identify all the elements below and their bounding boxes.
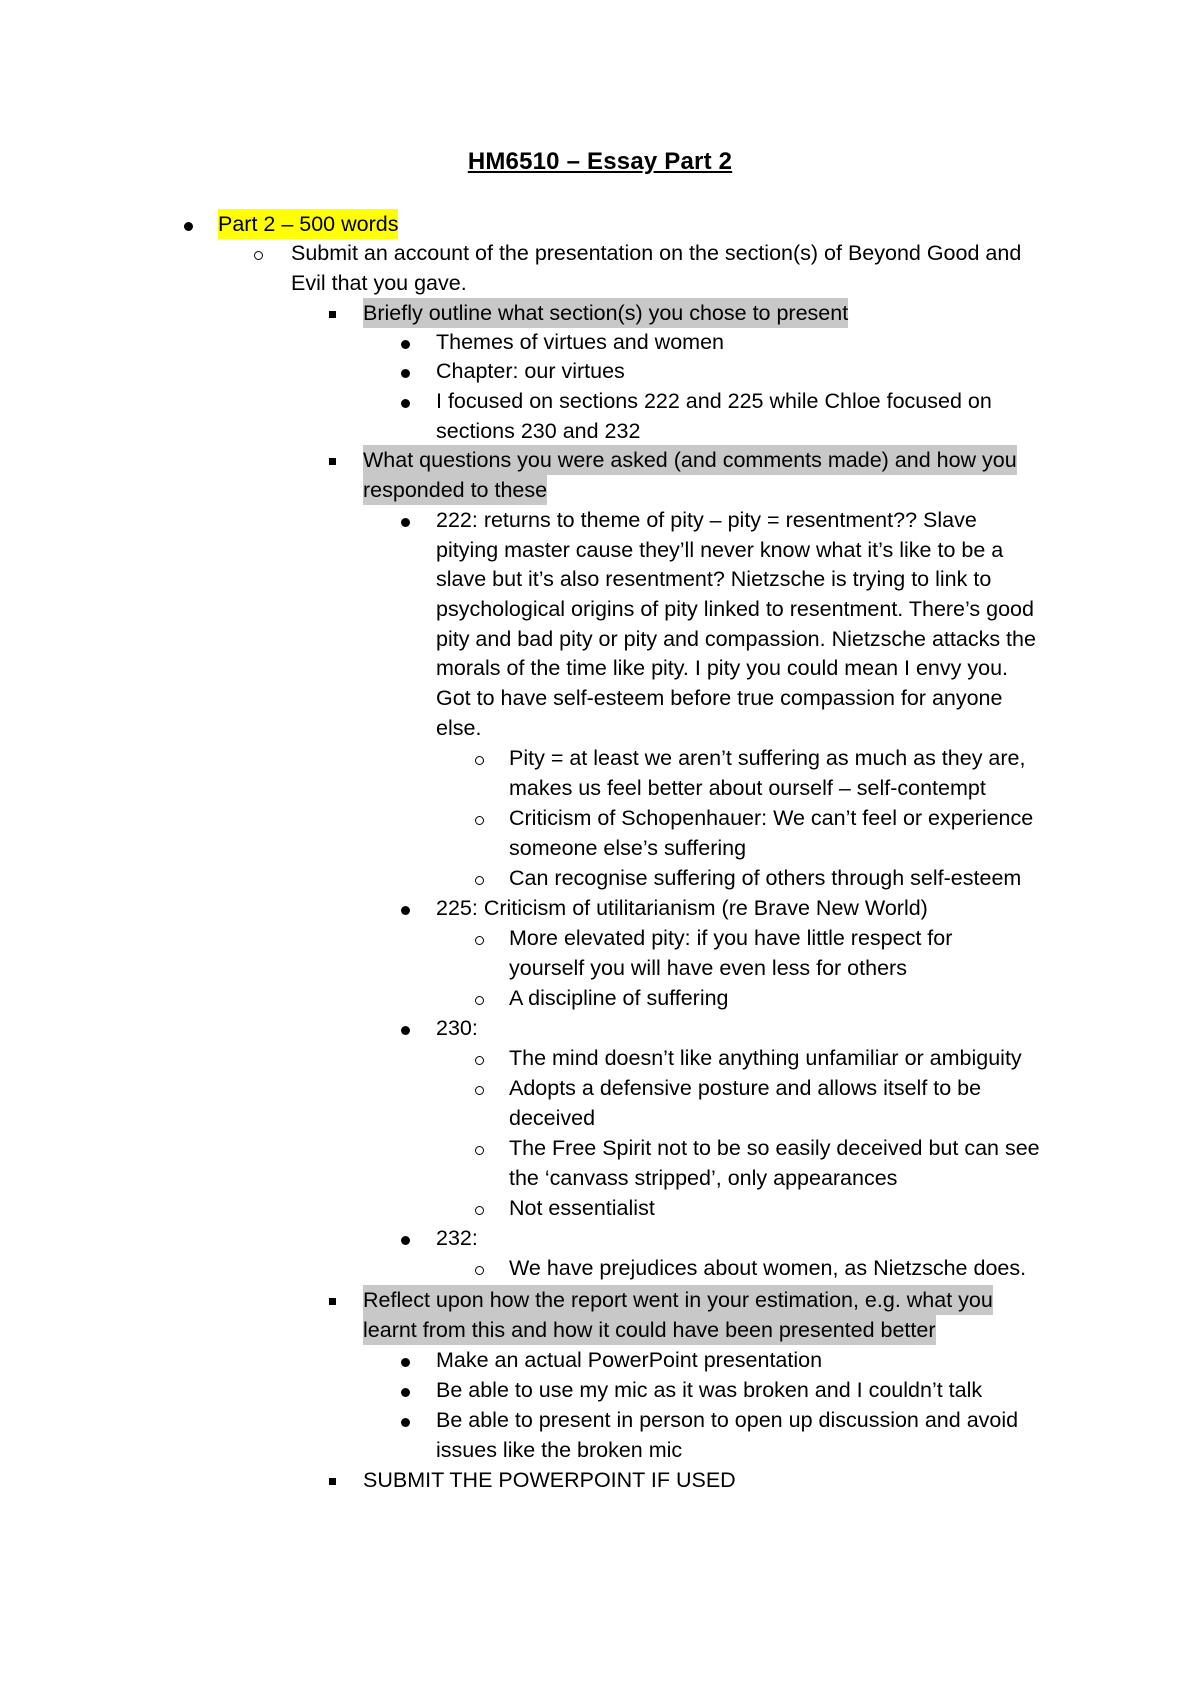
list-item-230-sub2-cont: deceived xyxy=(509,1106,596,1130)
document-title: HM6510 – Essay Part 2 xyxy=(467,148,733,175)
bullet-dot-icon xyxy=(401,369,410,378)
list-item-outline-1: Themes of virtues and women xyxy=(436,330,724,354)
list-item-230-sub1: The mind doesn’t like anything unfamiliar or ambiguity xyxy=(509,1046,1022,1070)
list-item-questions-heading-cont xyxy=(363,475,547,505)
list-item-222-cont: else. xyxy=(436,716,482,740)
bullet-circle-icon xyxy=(475,1056,484,1065)
list-item-submit-account: Submit an account of the presentation on the section(s) of Beyond Good and xyxy=(291,241,1022,265)
list-item-outline-heading xyxy=(363,298,848,328)
list-item-222-cont: psychological origins of pity linked to resentment. There’s good xyxy=(436,597,1034,621)
bullet-circle-icon xyxy=(475,1146,484,1155)
list-item-questions-heading xyxy=(363,445,1017,475)
bullet-circle-icon xyxy=(475,876,484,885)
list-item-225: 225: Criticism of utilitarianism (re Brave New World) xyxy=(436,896,928,920)
list-item-230-sub3: The Free Spirit not to be so easily deceived but can see xyxy=(509,1136,1040,1160)
list-item-232: 232: xyxy=(436,1226,478,1250)
highlighted-text: Part 2 – 500 words xyxy=(218,209,398,239)
list-item-reflect-3: Be able to present in person to open up discussion and avoid xyxy=(436,1408,1019,1432)
list-item-outline-3: I focused on sections 222 and 225 while Chloe focused on xyxy=(436,389,992,413)
list-item-submit-powerpoint: SUBMIT THE POWERPOINT IF USED xyxy=(363,1468,736,1492)
bullet-square-icon xyxy=(329,311,336,318)
bullet-dot-icon xyxy=(401,340,410,349)
bullet-circle-icon xyxy=(475,936,484,945)
list-item-222-cont: morals of the time like pity. I pity you could mean I envy you. xyxy=(436,656,1008,680)
list-item-230: 230: xyxy=(436,1016,478,1040)
bullet-dot-icon xyxy=(401,1026,410,1035)
bullet-dot-icon xyxy=(401,1358,410,1367)
bullet-circle-icon xyxy=(475,1266,484,1275)
list-item-reflect-3-cont: issues like the broken mic xyxy=(436,1438,683,1462)
bullet-square-icon xyxy=(329,1478,336,1485)
list-item-reflect-1: Make an actual PowerPoint presentation xyxy=(436,1348,823,1372)
highlighted-text: What questions you were asked (and comments made) and how you xyxy=(363,445,1017,475)
list-item-reflect-heading xyxy=(363,1285,993,1315)
bullet-circle-icon xyxy=(475,816,484,825)
bullet-circle-icon xyxy=(475,756,484,765)
list-item-222-sub3: Can recognise suffering of others through self-esteem xyxy=(509,866,1022,890)
highlighted-text: Reflect upon how the report went in your estimation, e.g. what you xyxy=(363,1285,993,1315)
list-item-submit-account-cont: Evil that you gave. xyxy=(291,271,467,295)
list-item-reflect-2: Be able to use my mic as it was broken and I couldn’t talk xyxy=(436,1378,983,1402)
list-item-222-sub2: Criticism of Schopenhauer: We can’t feel or experience xyxy=(509,806,1034,830)
list-item-225-sub1-cont: yourself you will have even less for others xyxy=(509,956,907,980)
list-item-222-cont: Got to have self-esteem before true compassion for anyone xyxy=(436,686,1003,710)
list-item-reflect-heading-cont xyxy=(363,1315,936,1345)
list-item-230-sub2: Adopts a defensive posture and allows itself to be xyxy=(509,1076,982,1100)
bullet-dot-icon xyxy=(401,1236,410,1245)
list-item-222-cont: pity and bad pity or pity and compassion. Nietzsche attacks the xyxy=(436,627,1036,651)
list-item-222-sub1: Pity = at least we aren’t suffering as much as they are, xyxy=(509,746,1026,770)
highlighted-text: Briefly outline what section(s) you chose to present xyxy=(363,298,848,328)
bullet-dot-icon xyxy=(401,906,410,915)
bullet-square-icon xyxy=(329,1298,336,1305)
bullet-dot-icon xyxy=(401,1388,410,1397)
bullet-dot-icon xyxy=(401,1418,410,1427)
list-item-232-sub1: We have prejudices about women, as Nietzsche does. xyxy=(509,1256,1027,1280)
bullet-circle-icon xyxy=(254,251,263,260)
bullet-dot-icon xyxy=(184,222,193,231)
list-item-230-sub3-cont: the ‘canvass stripped’, only appearances xyxy=(509,1166,898,1190)
bullet-dot-icon xyxy=(401,399,410,408)
highlighted-text: learnt from this and how it could have been presented better xyxy=(363,1315,936,1345)
list-item-222-sub2-cont: someone else’s suffering xyxy=(509,836,747,860)
list-item-222: 222: returns to theme of pity – pity = resentment?? Slave xyxy=(436,508,977,532)
list-item-outline-3-cont: sections 230 and 232 xyxy=(436,419,641,443)
bullet-dot-icon xyxy=(401,518,410,527)
list-item-222-sub1-cont: makes us feel better about ourself – self-contempt xyxy=(509,776,986,800)
highlighted-text: responded to these xyxy=(363,475,547,505)
bullet-circle-icon xyxy=(475,1086,484,1095)
list-item-part2 xyxy=(218,209,398,239)
list-item-230-sub4: Not essentialist xyxy=(509,1196,655,1220)
list-item-222-cont: pitying master cause they’ll never know what it’s like to be a xyxy=(436,538,1004,562)
list-item-222-cont: slave but it’s also resentment? Nietzsche is trying to link to xyxy=(436,567,992,591)
bullet-square-icon xyxy=(329,458,336,465)
list-item-225-sub1: More elevated pity: if you have little respect for xyxy=(509,926,953,950)
bullet-circle-icon xyxy=(475,1206,484,1215)
list-item-225-sub2: A discipline of suffering xyxy=(509,986,729,1010)
bullet-circle-icon xyxy=(475,996,484,1005)
list-item-outline-2: Chapter: our virtues xyxy=(436,359,625,383)
